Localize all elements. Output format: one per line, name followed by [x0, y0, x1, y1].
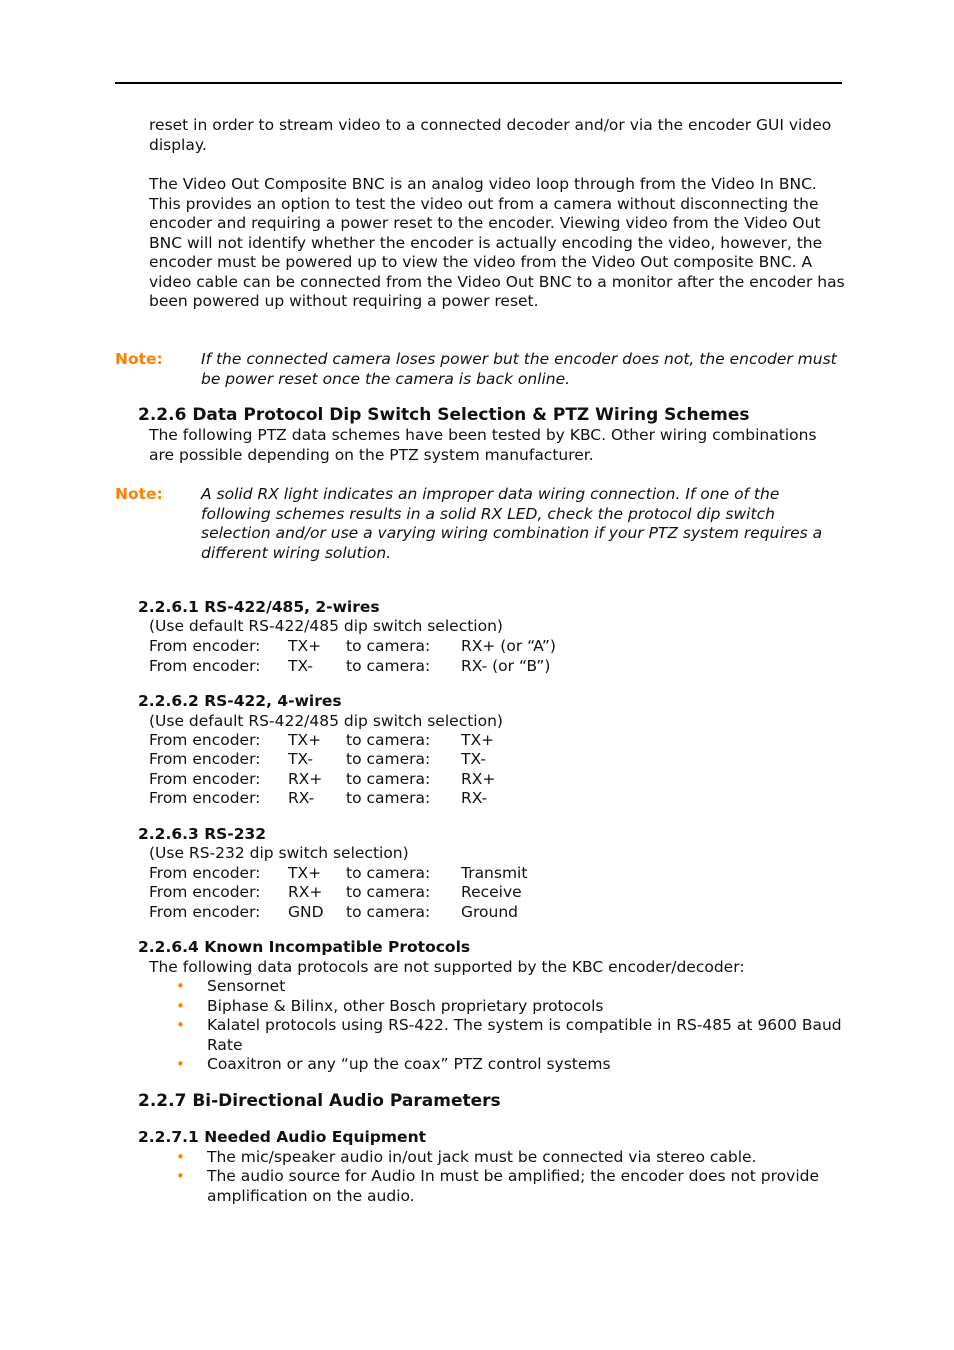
list-item: Kalatel protocols using RS-422. The system is compatible in RS-485 at 9600 Baud Rate	[207, 1016, 842, 1054]
list-item: The mic/speaker audio in/out jack must be connected via stereo cable.	[207, 1148, 757, 1166]
bullet-icon: •	[176, 1167, 185, 1185]
subsection-heading-2-2-6-3: 2.2.6.3 RS-232	[138, 825, 267, 843]
intro-paragraph-1: reset in order to stream video to a connected decoder and/or via the encoder GUI video display.	[149, 116, 832, 154]
section-heading-2-2-7: 2.2.7 Bi-Directional Audio Parameters	[138, 1091, 501, 1111]
section-2-2-6-body: The following PTZ data schemes have been tested by KBC. Other wiring combinations are possible depending on the PTZ system manufacturer.	[149, 426, 817, 464]
bullet-icon: •	[176, 1148, 185, 1166]
subsection-heading-2-2-6-2: 2.2.6.2 RS-422, 4-wires	[138, 692, 342, 710]
dip-switch-note: (Use default RS-422/485 dip switch selection)	[149, 712, 503, 730]
list-item: Coaxitron or any “up the coax” PTZ control systems	[207, 1055, 611, 1073]
list-item: Sensornet	[207, 977, 286, 995]
intro-section	[149, 116, 849, 312]
note-text: A solid RX light indicates an improper data wiring connection. If one of the following schemes results in a solid RX LED, check the protocol dip switch selection and/or use a varying wiring combination if your PTZ system requires a different wiring solution.	[201, 485, 823, 562]
note-label: Note:	[115, 485, 163, 503]
note-text: If the connected camera loses power but the encoder does not, the encoder must be power reset once the camera is back online.	[201, 350, 837, 388]
note-label: Note:	[115, 350, 163, 368]
subsection-heading-2-2-7-1: 2.2.7.1 Needed Audio Equipment	[138, 1128, 427, 1146]
subsection-heading-2-2-6-1: 2.2.6.1 RS-422/485, 2-wires	[138, 598, 380, 616]
dip-switch-note: (Use default RS-422/485 dip switch selection)	[149, 617, 503, 635]
bullet-icon: •	[176, 977, 185, 995]
bullet-icon: •	[176, 1055, 185, 1073]
list-item: The audio source for Audio In must be amplified; the encoder does not provide amplification on the audio.	[207, 1167, 820, 1205]
dip-switch-note: (Use RS-232 dip switch selection)	[149, 844, 409, 862]
section-2-2-6-4-body: The following data protocols are not supported by the KBC encoder/decoder:	[149, 958, 745, 976]
list-item: Biphase & Bilinx, other Bosch proprietary protocols	[207, 997, 604, 1015]
bullet-icon: •	[176, 997, 185, 1015]
header-rule	[115, 82, 842, 84]
subsection-heading-2-2-6-4: 2.2.6.4 Known Incompatible Protocols	[138, 938, 471, 956]
intro-paragraph-2: The Video Out Composite BNC is an analog video loop through from the Video In BNC. This provides an option to test the video out from a camera without disconnecting the encoder and requiring a power reset to the encoder. Viewing video from the Video Out BNC will not identify whether the encoder is actually encoding the video, however, the encoder must be powered up to view the video from the Video Out composite BNC. A video cable can be connected from the Video Out BNC to a monitor after the encoder has been powered up without requiring a power reset.	[149, 175, 845, 310]
section-heading-2-2-6: 2.2.6 Data Protocol Dip Switch Selection & PTZ Wiring Schemes	[138, 405, 750, 425]
bullet-icon: •	[176, 1016, 185, 1034]
